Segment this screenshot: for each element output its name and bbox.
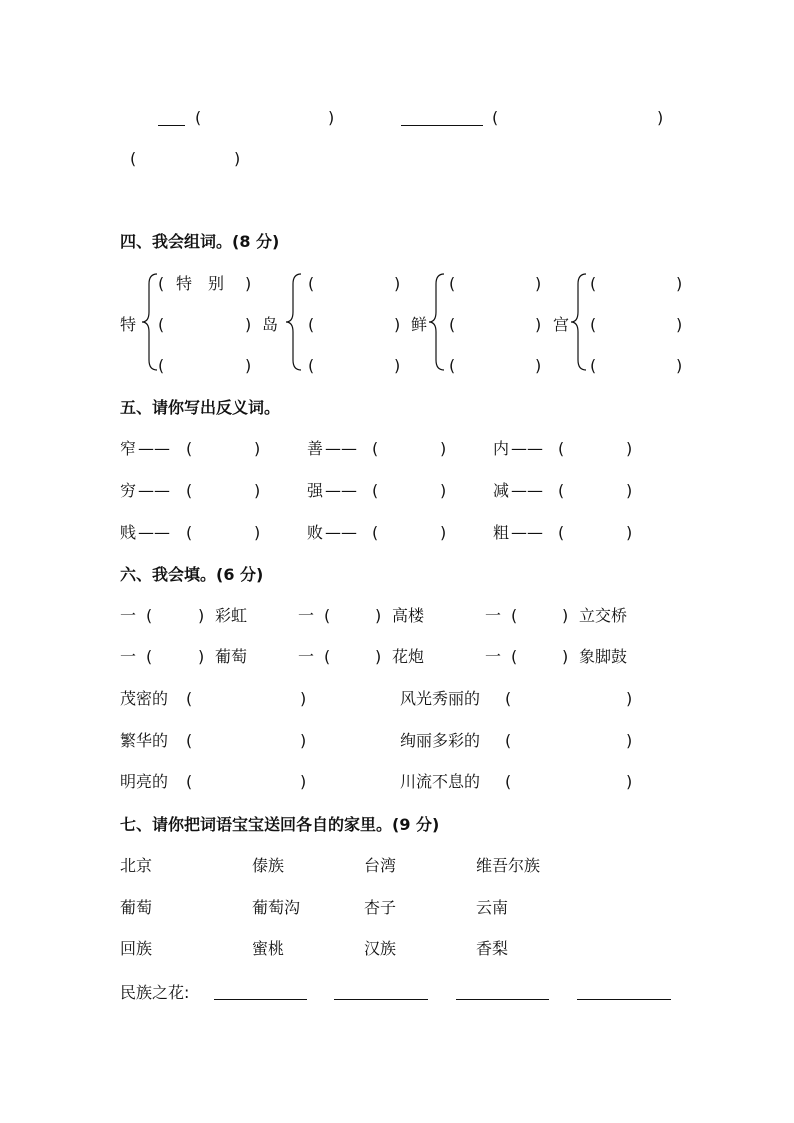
paren-open: ( [558, 481, 565, 500]
section-7-title: 七、请你把词语宝宝送回各自的家里。(9 分) [120, 815, 440, 834]
measure-one: 一 [298, 647, 315, 666]
paren-close: ) [254, 481, 261, 500]
measure-noun: 高楼 [392, 606, 425, 625]
paren-open: ( [492, 108, 499, 127]
paren-open: ( [505, 731, 512, 750]
paren-close: ) [626, 731, 633, 750]
paren-close: ) [626, 439, 633, 458]
answer-blank[interactable] [577, 999, 671, 1000]
measure-noun: 彩虹 [215, 606, 248, 625]
antonym-dash: —— [325, 481, 357, 500]
word-item: 蜜桃 [252, 939, 285, 958]
paren-close: ) [375, 606, 382, 625]
paren-close: ) [626, 523, 633, 542]
paren-open: ( [449, 315, 456, 334]
paren-open: ( [158, 356, 165, 375]
answer-blank-2[interactable] [401, 125, 483, 126]
brace-icon [427, 272, 447, 372]
paren-open: ( [590, 356, 597, 375]
word-item: 台湾 [364, 856, 397, 875]
paren-close: ) [657, 108, 664, 127]
answer-blank[interactable] [334, 999, 428, 1000]
paren-open: ( [590, 274, 597, 293]
antonym-word: 粗 [493, 523, 510, 542]
paren-open: ( [505, 689, 512, 708]
antonym-word: 强 [307, 481, 324, 500]
paren-open: ( [195, 108, 202, 127]
section-5-title: 五、请你写出反义词。 [120, 398, 281, 417]
paren-close: ) [535, 356, 542, 375]
antonym-dash: —— [511, 439, 543, 458]
paren-close: ) [198, 606, 205, 625]
paren-open: ( [590, 315, 597, 334]
brace-icon [284, 272, 304, 372]
word-item: 葡萄沟 [252, 898, 301, 917]
paren-open: ( [308, 356, 315, 375]
antonym-word: 败 [307, 523, 324, 542]
paren-close: ) [300, 772, 307, 791]
measure-one: 一 [485, 647, 502, 666]
antonym-dash: —— [138, 523, 170, 542]
antonym-word: 内 [493, 439, 510, 458]
paren-close: ) [535, 274, 542, 293]
paren-close: ) [254, 523, 261, 542]
paren-open: ( [186, 731, 193, 750]
adjective-phrase: 风光秀丽的 [400, 689, 481, 708]
paren-open: ( [146, 606, 153, 625]
adjective-phrase: 茂密的 [120, 689, 169, 708]
paren-close: ) [676, 356, 683, 375]
paren-close: ) [234, 149, 241, 168]
paren-open: ( [558, 523, 565, 542]
paren-open: ( [324, 647, 331, 666]
brace-icon [569, 272, 589, 372]
antonym-dash: —— [325, 439, 357, 458]
antonym-dash: —— [138, 481, 170, 500]
paren-close: ) [440, 481, 447, 500]
word-item: 回族 [120, 939, 153, 958]
paren-close: ) [245, 315, 252, 334]
paren-close: ) [394, 274, 401, 293]
paren-close: ) [440, 523, 447, 542]
brace-icon [140, 272, 160, 372]
paren-open: ( [558, 439, 565, 458]
paren-close: ) [535, 315, 542, 334]
paren-open: ( [449, 356, 456, 375]
paren-close: ) [394, 356, 401, 375]
word-item: 葡萄 [120, 898, 153, 917]
paren-open: ( [505, 772, 512, 791]
paren-close: ) [440, 439, 447, 458]
measure-noun: 立交桥 [579, 606, 628, 625]
paren-open: ( [308, 274, 315, 293]
paren-close: ) [676, 315, 683, 334]
group-char: 岛 [262, 315, 279, 334]
paren-open: ( [158, 315, 165, 334]
paren-open: ( [130, 149, 137, 168]
paren-open: ( [372, 439, 379, 458]
paren-open: ( [372, 523, 379, 542]
antonym-word: 窄 [120, 439, 137, 458]
answer-blank-1[interactable] [158, 125, 185, 126]
group-char: 特 [120, 315, 137, 334]
word-item: 北京 [120, 856, 153, 875]
paren-open: ( [186, 481, 193, 500]
section-6-title: 六、我会填。(6 分) [120, 565, 264, 584]
measure-one: 一 [298, 606, 315, 625]
category-label: 民族之花: [120, 983, 190, 1002]
paren-close: ) [626, 772, 633, 791]
paren-close: ) [676, 274, 683, 293]
paren-open: ( [511, 647, 518, 666]
word-item: 傣族 [252, 856, 285, 875]
paren-close: ) [562, 606, 569, 625]
adjective-phrase: 繁华的 [120, 731, 169, 750]
antonym-word: 善 [307, 439, 324, 458]
answer-blank[interactable] [456, 999, 549, 1000]
paren-open: ( [158, 274, 165, 293]
paren-open: ( [186, 523, 193, 542]
group-char: 鲜 [411, 315, 428, 334]
section-4-title: 四、我会组词。(8 分) [120, 232, 280, 251]
paren-open: ( [324, 606, 331, 625]
paren-close: ) [198, 647, 205, 666]
paren-close: ) [562, 647, 569, 666]
measure-one: 一 [120, 647, 137, 666]
paren-open: ( [449, 274, 456, 293]
paren-open: ( [372, 481, 379, 500]
measure-noun: 花炮 [392, 647, 425, 666]
antonym-dash: —— [511, 481, 543, 500]
word-item: 汉族 [364, 939, 397, 958]
paren-open: ( [186, 689, 193, 708]
paren-close: ) [626, 481, 633, 500]
group-char: 宫 [553, 315, 570, 334]
paren-open: ( [308, 315, 315, 334]
adjective-phrase: 绚丽多彩的 [400, 731, 481, 750]
paren-open: ( [511, 606, 518, 625]
adjective-phrase: 明亮的 [120, 772, 169, 791]
measure-noun: 象脚鼓 [579, 647, 628, 666]
paren-open: ( [186, 439, 193, 458]
paren-close: ) [394, 315, 401, 334]
antonym-word: 贱 [120, 523, 137, 542]
filled-answer: 特 别 [176, 274, 225, 293]
paren-close: ) [375, 647, 382, 666]
paren-open: ( [146, 647, 153, 666]
antonym-dash: —— [511, 523, 543, 542]
antonym-dash: —— [138, 439, 170, 458]
word-item: 维吾尔族 [476, 856, 541, 875]
paren-close: ) [254, 439, 261, 458]
measure-one: 一 [120, 606, 137, 625]
paren-close: ) [328, 108, 335, 127]
measure-one: 一 [485, 606, 502, 625]
paren-open: ( [186, 772, 193, 791]
antonym-word: 减 [493, 481, 510, 500]
antonym-dash: —— [325, 523, 357, 542]
answer-blank[interactable] [214, 999, 307, 1000]
paren-close: ) [245, 274, 252, 293]
paren-close: ) [245, 356, 252, 375]
paren-close: ) [300, 731, 307, 750]
word-item: 杏子 [364, 898, 397, 917]
word-item: 云南 [476, 898, 509, 917]
adjective-phrase: 川流不息的 [400, 772, 481, 791]
word-item: 香梨 [476, 939, 509, 958]
antonym-word: 穷 [120, 481, 137, 500]
paren-close: ) [626, 689, 633, 708]
measure-noun: 葡萄 [215, 647, 248, 666]
paren-close: ) [300, 689, 307, 708]
